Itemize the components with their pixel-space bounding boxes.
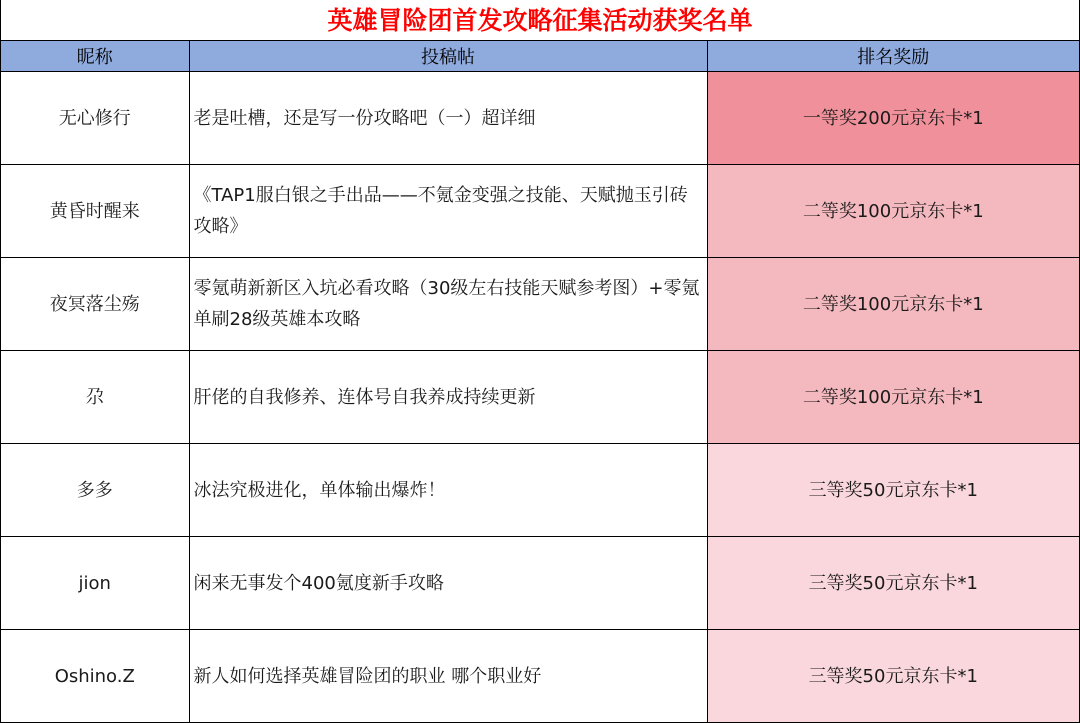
award-cell: 二等奖100元京东卡*1 xyxy=(707,165,1079,258)
table-row xyxy=(1,630,1079,723)
award-cell: 三等奖50元京东卡*1 xyxy=(707,444,1079,537)
award-cell: 一等奖200元京东卡*1 xyxy=(707,72,1079,165)
award-cell: 二等奖100元京东卡*1 xyxy=(707,258,1079,351)
nickname-cell: 尕 xyxy=(1,351,189,444)
post-cell: 闲来无事发个400氪度新手攻略 xyxy=(189,537,707,630)
post-cell: 肝佬的自我修养、连体号自我养成持续更新 xyxy=(189,351,707,444)
header-award: 排名奖励 xyxy=(707,41,1079,72)
header-row xyxy=(1,41,1079,72)
post-cell: 零氪萌新新区入坑必看攻略（30级左右技能天赋参考图）+零氪单刷28级英雄本攻略 xyxy=(189,258,707,351)
header-post: 投稿帖 xyxy=(189,41,707,72)
post-cell: 老是吐槽，还是写一份攻略吧（一）超详细 xyxy=(189,72,707,165)
nickname-cell: 黄昏时醒来 xyxy=(1,165,189,258)
table-row xyxy=(1,351,1079,444)
post-cell: 《TAP1服白银之手出品——不氪金变强之技能、天赋抛玉引砖攻略》 xyxy=(189,165,707,258)
post-cell: 新人如何选择英雄冒险团的职业 哪个职业好 xyxy=(189,630,707,723)
nickname-cell: jion xyxy=(1,537,189,630)
sheet-title: 英雄冒险团首发攻略征集活动获奖名单 xyxy=(1,0,1079,41)
table-row xyxy=(1,72,1079,165)
award-cell: 三等奖50元京东卡*1 xyxy=(707,537,1079,630)
nickname-cell: 无心修行 xyxy=(1,72,189,165)
table-row xyxy=(1,444,1079,537)
header-nickname: 昵称 xyxy=(1,41,189,72)
post-cell: 冰法究极进化，单体输出爆炸！ xyxy=(189,444,707,537)
award-cell: 三等奖50元京东卡*1 xyxy=(707,630,1079,723)
table-row xyxy=(1,258,1079,351)
nickname-cell: 夜冥落尘殇 xyxy=(1,258,189,351)
nickname-cell: 多多 xyxy=(1,444,189,537)
table-row xyxy=(1,537,1079,630)
nickname-cell: Oshino.Z xyxy=(1,630,189,723)
table-row xyxy=(1,165,1079,258)
award-cell: 二等奖100元京东卡*1 xyxy=(707,351,1079,444)
award-table xyxy=(1,41,1079,723)
